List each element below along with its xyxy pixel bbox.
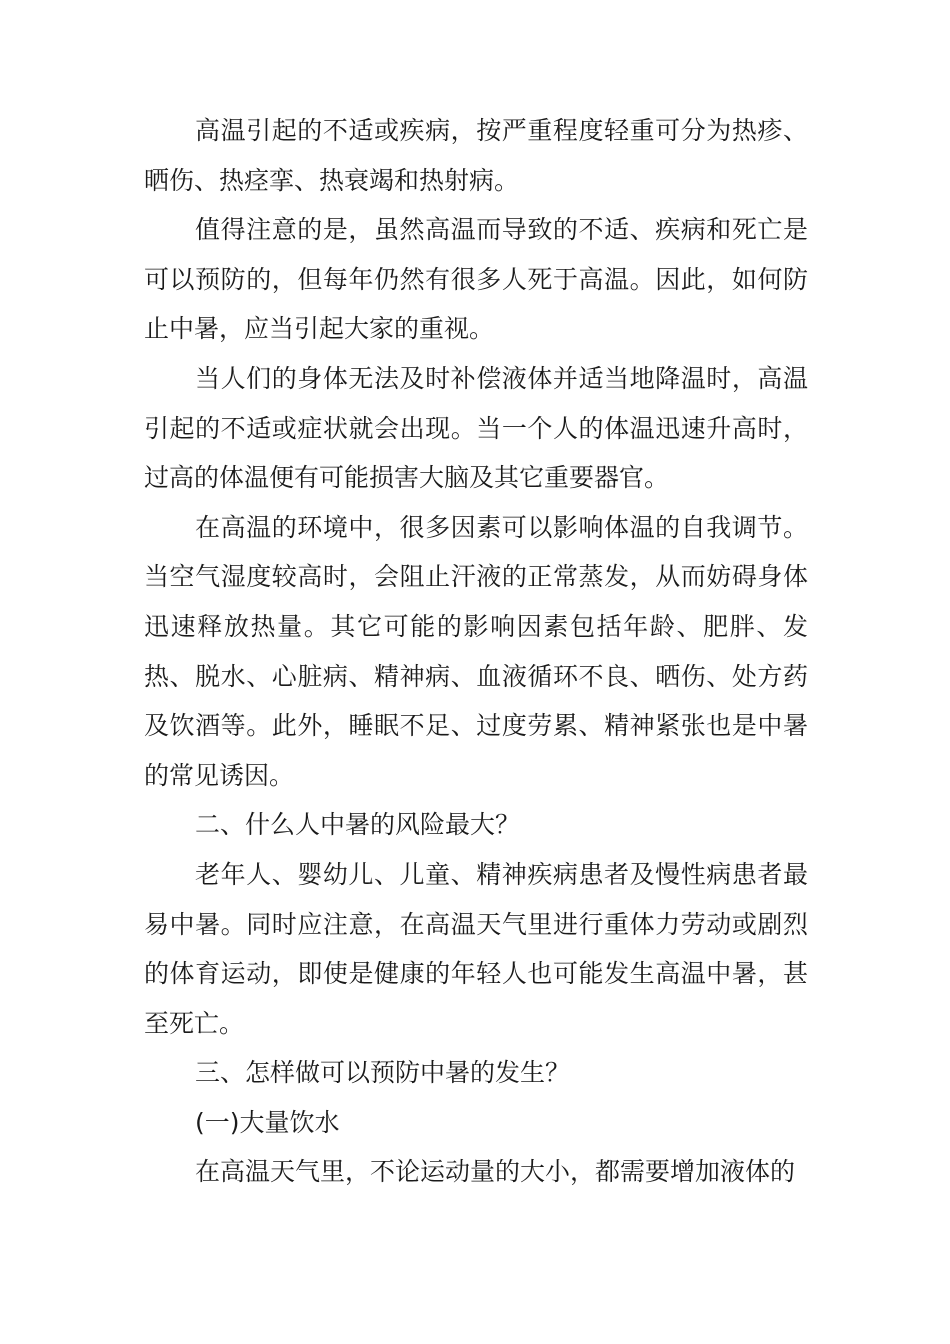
- paragraph-body-cooling: 当人们的身体无法及时补偿液体并适当地降温时，高温引起的不适或症状就会出现。当一个人的体温迅速升高时，过高的体温便有可能损害大脑及其它重要器官。: [144, 363, 808, 493]
- section-heading-prevention: 三、怎样做可以预防中暑的发生？: [195, 1058, 571, 1088]
- paragraph-heat-illness-types: 高温引起的不适或疾病，按严重程度轻重可分为热疹、晒伤、热痉挛、热衰竭和热射病。: [144, 116, 808, 195]
- paragraph-risk-factors: 在高温的环境中，很多因素可以影响体温的自我调节。当空气湿度较高时，会阻止汗液的正常蒸发，从而妨碍身体迅速释放热量。其它可能的影响因素包括年龄、肥胖、发热、脱水、心脏病、精神病、血液循环不良、晒伤、处方药及饮酒等。此外，睡眠不足、过度劳累、精神紧张也是中暑的常见诱因。: [144, 512, 808, 790]
- paragraph-drink-water: 在高温天气里，不论运动量的大小，都需要增加液体的: [195, 1157, 796, 1187]
- document-body: [144, 106, 808, 1197]
- section-heading-high-risk-groups: 二、什么人中暑的风险最大？: [195, 810, 521, 840]
- paragraph-prevention-note: 值得注意的是，虽然高温而导致的不适、疾病和死亡是可以预防的，但每年仍然有很多人死于高温。因此，如何防止中暑，应当引起大家的重视。: [144, 215, 808, 344]
- paragraph-high-risk-groups: 老年人、婴幼儿、儿童、精神疾病患者及慢性病患者最易中暑。同时应注意，在高温天气里进行重体力劳动或剧烈的体育运动，即使是健康的年轻人也可能发生高温中暑，甚至死亡。: [144, 859, 808, 1038]
- subheading-drink-water: (一)大量饮水: [195, 1107, 340, 1137]
